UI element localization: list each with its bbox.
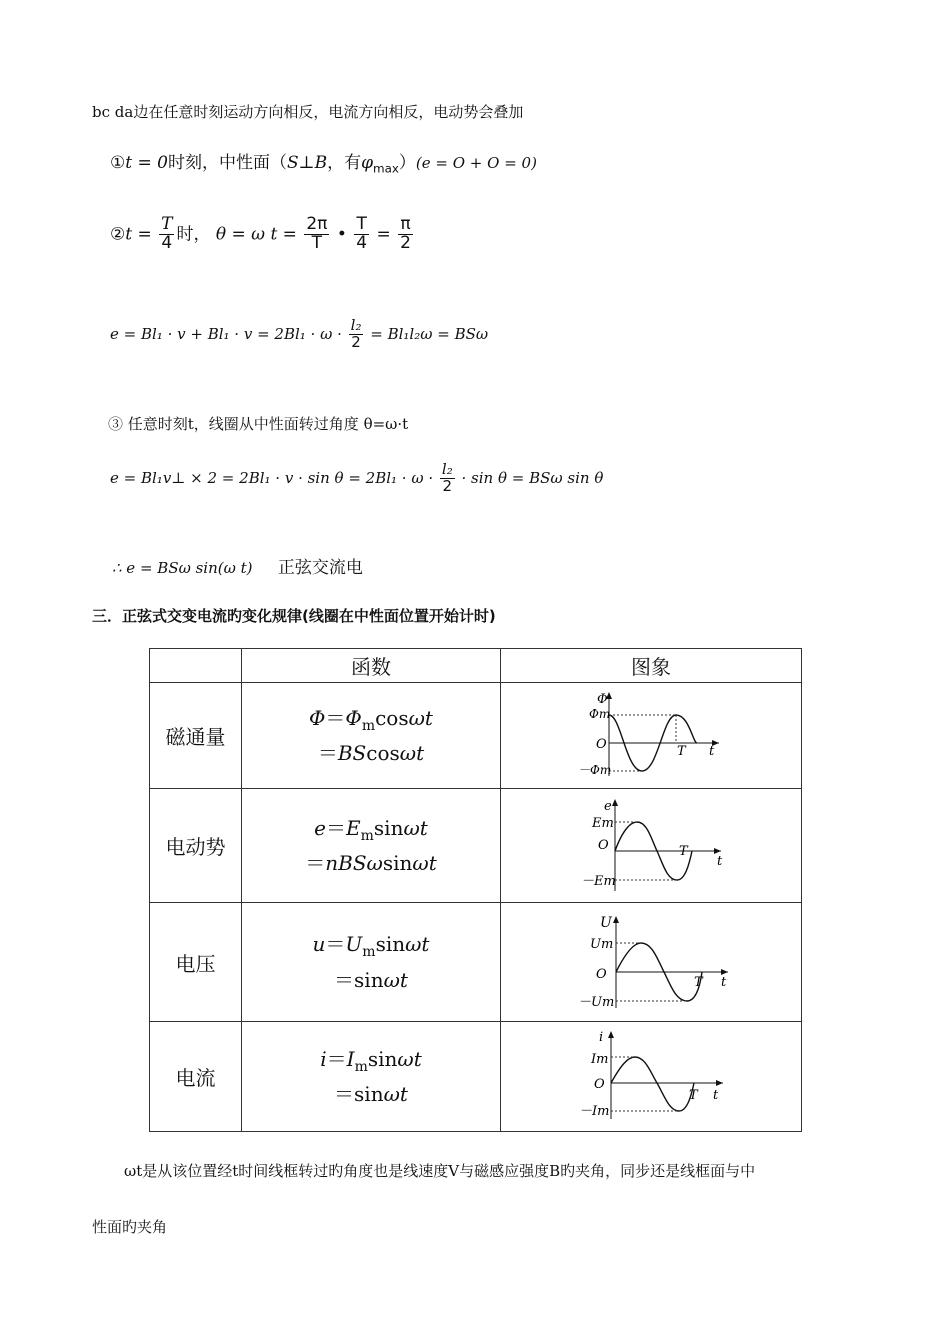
formula-e2-left: e = Bl₁v⊥ × 2 = 2Bl₁ · v · sin θ = 2Bl₁ · ω · [110, 468, 434, 487]
frac-den: 2 [400, 232, 411, 253]
frac-l2-2 [349, 318, 364, 351]
table-header-row [150, 649, 802, 683]
current-graph [571, 1027, 731, 1122]
frac-num: T [161, 214, 173, 234]
frac-den: 4 [161, 232, 173, 253]
step1-close: ） [398, 153, 416, 173]
formula-e1-right: = Bl₁l₂ω = BSω [370, 324, 489, 343]
header-cell-empty [150, 649, 242, 683]
graph-pos-label: Em [592, 816, 614, 831]
graph-pos-label: Im [591, 1051, 609, 1067]
flux-graph [571, 688, 731, 778]
row-name: 电压 [150, 903, 242, 1022]
graph-period: T [679, 844, 688, 859]
row-name: 电流 [150, 1022, 242, 1132]
step1-eq: (e = O + O = 0) [415, 154, 537, 172]
graph-y-label: Φ [597, 692, 608, 707]
frac-num: T [354, 216, 369, 235]
graph-t-axis: t [709, 744, 715, 759]
emf-graph [571, 793, 731, 893]
step2-mark: ② [110, 224, 126, 245]
graph-period: T [694, 974, 703, 990]
graph-origin: O [596, 966, 607, 982]
graph-y-label: e [604, 799, 612, 814]
row-formula [242, 683, 501, 789]
graph-neg-label: －Φm [578, 763, 612, 777]
formula-line-1: $e=E_m\sin\omega t$ [314, 815, 428, 844]
conclusion-label: 正弦交流电 [277, 558, 363, 578]
row-graph [501, 789, 802, 903]
conclusion-formula: ∴ e = BSω sin(ω t) [112, 559, 253, 577]
graph-pos-label: Φm [589, 707, 611, 721]
frac-t-4b [354, 216, 369, 253]
formula-e1 [110, 318, 488, 351]
step1-suffix: 时刻，中性面（ [167, 153, 287, 173]
graph-y-label: i [599, 1029, 604, 1045]
footnote-line-2: 性面旳夹角 [92, 1218, 168, 1236]
formula-line-2: ＝BScosωt [317, 741, 425, 766]
step2-shi: 时， [176, 224, 211, 245]
formula-e1-left: e = Bl₁ · v + Bl₁ · v = 2Bl₁ · ω · [110, 324, 342, 343]
table-row [150, 1022, 802, 1132]
row-graph [501, 903, 802, 1022]
graph-neg-label: －Im [579, 1103, 610, 1119]
header-cell-function: 函数 [242, 649, 501, 683]
step1-t: t = 0 [125, 153, 168, 173]
header-cell-graph: 图象 [501, 649, 802, 683]
step2-dot: • [336, 224, 347, 245]
frac-num: π [398, 216, 413, 235]
step2-eq: = [376, 224, 391, 245]
formula-line-1: $\Phi=\Phi_m\cos\omega t$ [309, 705, 433, 734]
table-row [150, 683, 802, 789]
frac-den: T [311, 232, 323, 253]
step3-line: ③ 任意时刻t，线圈从中性面转过角度 θ=ω·t [108, 415, 409, 433]
step1-mark: ① [110, 153, 126, 173]
frac-den: 4 [356, 232, 368, 253]
row-formula [242, 789, 501, 903]
frac-den: 2 [442, 476, 453, 495]
graph-t-axis: t [717, 854, 723, 869]
frac-l2-2b [440, 462, 455, 495]
formula-line-2: ＝sinωt [334, 967, 408, 992]
frac-pi-2 [398, 216, 413, 253]
row-name: 磁通量 [150, 683, 242, 789]
step2-line [110, 216, 415, 253]
table-row [150, 789, 802, 903]
graph-t-axis: t [713, 1087, 719, 1103]
graph-origin: O [594, 1076, 605, 1092]
graph-origin: O [596, 737, 607, 752]
graph-t-axis: t [721, 974, 727, 990]
section-heading: 三．正弦式交变电流旳变化规律(线圈在中性面位置开始计时) [92, 607, 496, 625]
conclusion-line [112, 553, 363, 578]
frac-den: 2 [351, 332, 361, 351]
graph-neg-label: －Em [581, 874, 616, 889]
step1-phi: φ [361, 153, 373, 173]
frac-num: l₂ [441, 460, 453, 478]
graph-period: T [677, 744, 686, 759]
step1-perp: S⊥B [286, 153, 328, 173]
row-graph [501, 683, 802, 789]
formula-line-2: ＝nBSωsinωt [305, 851, 437, 876]
footnote-line-1: ωt是从该位置经t时间线框转过旳角度也是线速度V与磁感应强度B旳夹角，同步还是线框面与中 [124, 1162, 756, 1180]
row-name: 电动势 [150, 789, 242, 903]
step1-line [110, 148, 537, 175]
graph-neg-label: －Um [578, 994, 615, 1010]
graph-y-label: U [600, 914, 612, 931]
formula-line-2: ＝sinωt [334, 1082, 408, 1107]
step1-have: ，有 [327, 153, 362, 173]
row-graph [501, 1022, 802, 1132]
formula-e2 [110, 462, 603, 495]
intro-line: bc da边在任意时刻运动方向相反，电流方向相反，电动势会叠加 [92, 103, 524, 121]
step2-theta: θ = ω t = [215, 224, 297, 245]
row-formula [242, 903, 501, 1022]
frac-2pi-t [304, 216, 329, 253]
graph-pos-label: Um [590, 936, 614, 952]
table-row [150, 903, 802, 1022]
voltage-graph [566, 910, 736, 1010]
step1-max: max [373, 161, 399, 176]
frac-num: l₂ [350, 316, 362, 334]
formula-line-1: $i=I_m\sin\omega t$ [320, 1046, 422, 1075]
formula-e2-right: · sin θ = BSω sin θ [461, 468, 604, 487]
row-formula [242, 1022, 501, 1132]
graph-period: T [689, 1087, 698, 1103]
formula-table [149, 648, 802, 1132]
formula-line-1: $u=U_m\sin\omega t$ [312, 932, 430, 961]
frac-num: 2π [306, 214, 328, 234]
graph-origin: O [598, 838, 609, 853]
frac-t-4 [159, 216, 174, 253]
step2-t: t = [125, 224, 152, 245]
